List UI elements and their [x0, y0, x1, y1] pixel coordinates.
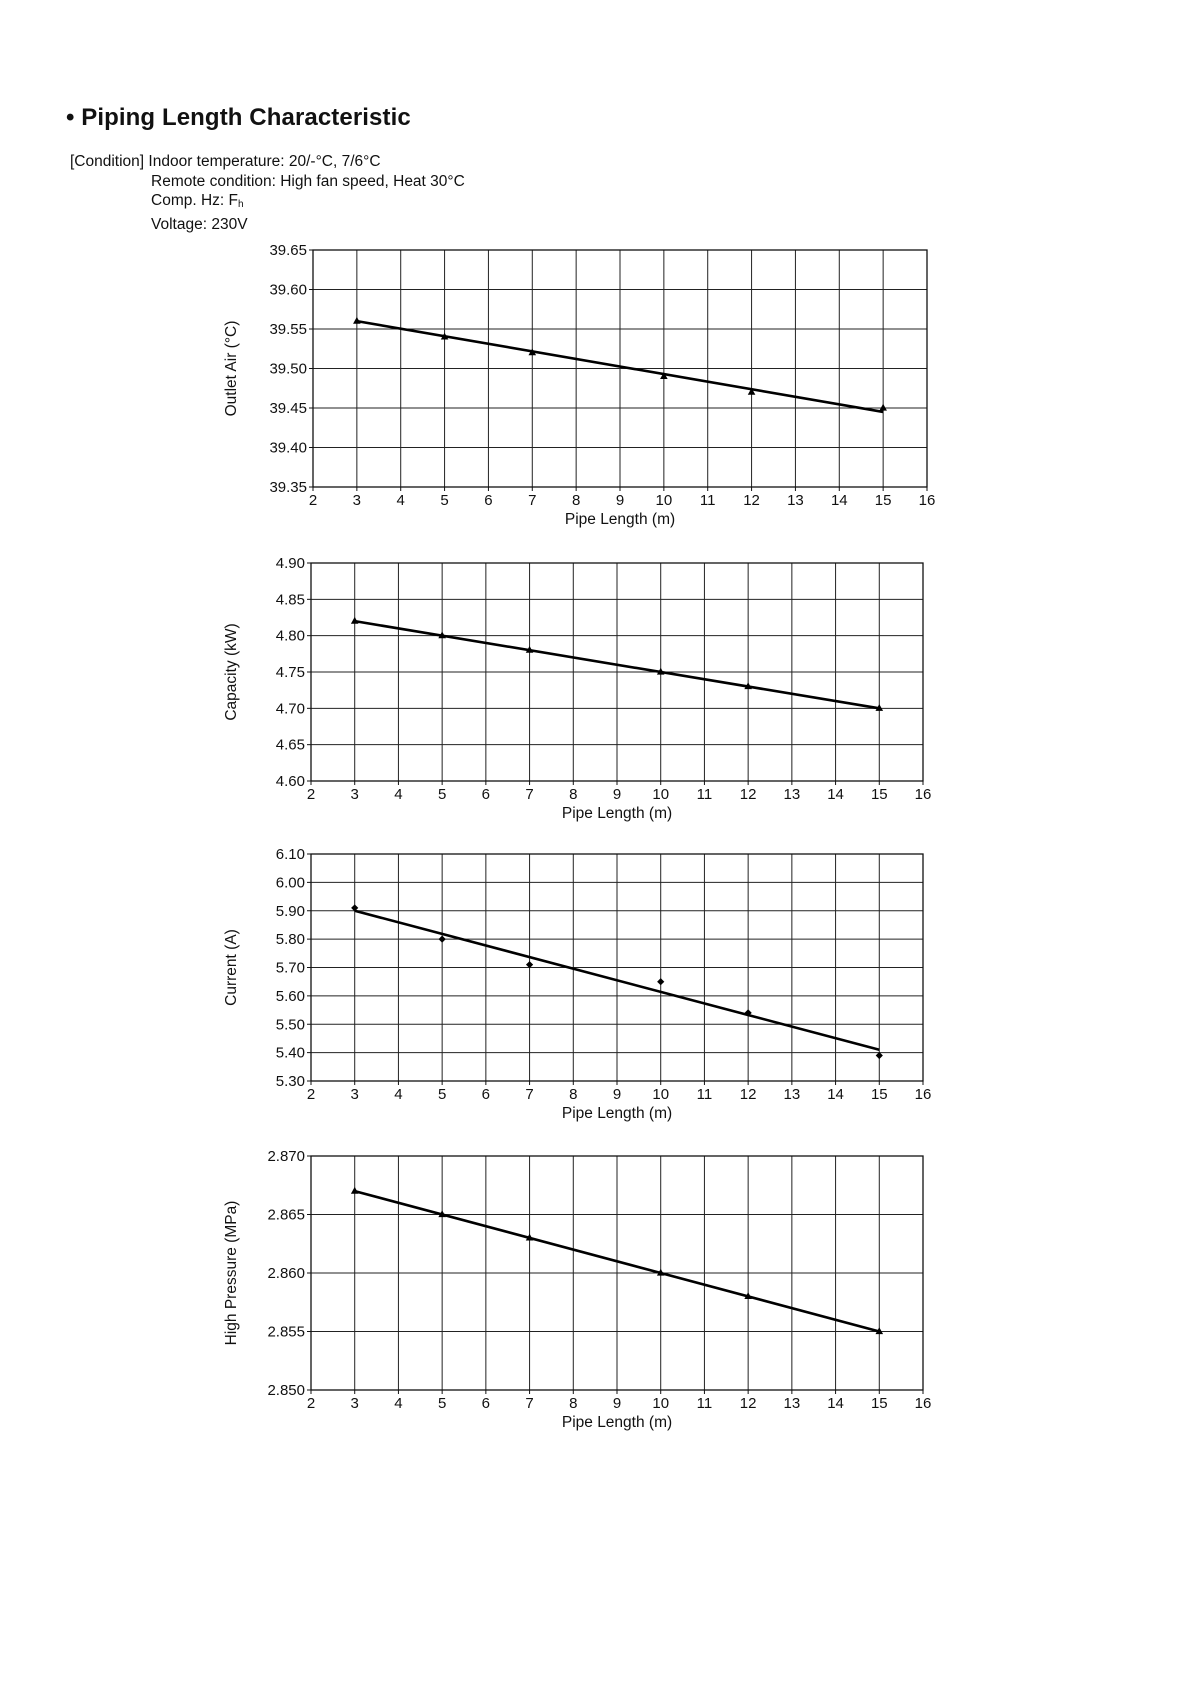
y-axis-label: Capacity (kW)	[223, 623, 240, 721]
x-tick-label: 9	[612, 786, 622, 803]
x-tick-label: 6	[484, 492, 493, 509]
x-tick-label: 11	[696, 786, 713, 803]
x-tick-label: 15	[870, 786, 888, 803]
x-tick-label: 11	[699, 492, 716, 509]
x-tick-label: 4	[394, 786, 403, 803]
y-axis-label: Current (A)	[223, 929, 240, 1006]
y-tick-label: 5.80	[275, 931, 305, 949]
y-tick-label: 4.90	[275, 555, 305, 572]
y-axis-label: Outlet Air (°C)	[223, 320, 240, 417]
x-tick-label: 9	[612, 1395, 622, 1412]
x-tick-label: 3	[350, 786, 359, 803]
x-tick-label: 12	[743, 492, 760, 509]
x-tick-label: 16	[914, 786, 932, 803]
x-tick-label: 16	[918, 492, 936, 509]
x-tick-label: 11	[696, 1395, 713, 1412]
x-tick-label: 3	[352, 492, 362, 509]
condition-label: [Condition]	[70, 153, 145, 170]
y-tick-label: 2.865	[267, 1206, 305, 1224]
x-tick-label: 12	[739, 1395, 757, 1412]
y-tick-label: 2.860	[267, 1265, 305, 1282]
y-tick-label: 5.70	[275, 959, 305, 977]
x-tick-label: 5	[437, 1086, 447, 1103]
x-tick-label: 14	[827, 1086, 844, 1103]
x-axis-label: Pipe Length (m)	[561, 1105, 673, 1122]
condition-comp-hz-sub: h	[237, 199, 244, 210]
x-tick-label: 2	[308, 492, 318, 509]
x-tick-label: 6	[481, 786, 491, 803]
x-tick-label: 8	[571, 492, 581, 509]
x-tick-label: 7	[528, 492, 537, 509]
x-tick-label: 7	[525, 786, 534, 803]
x-tick-label: 4	[394, 1395, 403, 1412]
x-axis-label: Pipe Length (m)	[561, 1414, 673, 1431]
x-tick-label: 13	[783, 786, 801, 803]
x-tick-label: 2	[306, 786, 316, 803]
y-tick-label: 6.10	[275, 846, 305, 863]
x-tick-label: 5	[437, 1395, 447, 1412]
x-tick-label: 8	[569, 786, 578, 803]
x-tick-label: 12	[739, 1086, 757, 1103]
x-axis-label: Pipe Length (m)	[564, 511, 676, 528]
x-tick-label: 11	[696, 1086, 713, 1103]
y-tick-label: 6.00	[275, 874, 305, 892]
y-tick-label: 5.60	[275, 987, 305, 1005]
x-tick-label: 13	[783, 1395, 801, 1412]
x-tick-label: 14	[827, 1395, 844, 1412]
x-tick-label: 2	[306, 1086, 316, 1103]
x-tick-label: 16	[914, 1395, 932, 1412]
y-tick-label: 39.35	[269, 479, 307, 496]
x-tick-label: 10	[652, 786, 670, 803]
y-tick-label: 39.45	[269, 400, 307, 417]
x-tick-label: 10	[652, 1086, 670, 1103]
x-tick-label: 5	[437, 786, 447, 803]
x-tick-label: 14	[827, 786, 844, 803]
condition-comp-hz-text: Comp. Hz: F	[151, 192, 238, 209]
x-tick-label: 7	[525, 1395, 534, 1412]
x-tick-label: 10	[655, 492, 673, 509]
y-tick-label: 4.60	[275, 773, 305, 790]
x-tick-label: 6	[481, 1395, 491, 1412]
y-tick-label: 5.40	[275, 1044, 305, 1062]
x-tick-label: 13	[783, 1086, 801, 1103]
x-axis-label: Pipe Length (m)	[561, 805, 673, 822]
y-tick-label: 39.50	[269, 360, 307, 378]
condition-indoor-temperature: Indoor temperature: 20/-°C, 7/6°C	[148, 153, 381, 170]
x-tick-label: 12	[739, 786, 757, 803]
x-tick-label: 14	[830, 492, 848, 509]
y-tick-label: 5.90	[275, 902, 305, 920]
x-tick-label: 15	[870, 1395, 888, 1412]
y-tick-label: 4.75	[275, 664, 305, 681]
y-tick-label: 39.40	[269, 439, 307, 457]
data-point	[351, 1187, 359, 1194]
y-tick-label: 4.80	[275, 627, 305, 645]
y-tick-label: 4.85	[275, 591, 305, 609]
y-axis-label: High Pressure (MPa)	[223, 1200, 240, 1346]
y-tick-label: 2.855	[267, 1323, 305, 1341]
y-tick-label: 2.870	[267, 1148, 305, 1165]
x-tick-label: 15	[870, 1086, 888, 1103]
x-tick-label: 16	[914, 1086, 932, 1103]
condition-remote: Remote condition: High fan speed, Heat 30°C	[151, 172, 465, 190]
condition-voltage: Voltage: 230V	[151, 215, 248, 233]
x-tick-label: 4	[396, 492, 405, 509]
y-tick-label: 39.65	[269, 242, 307, 259]
y-tick-label: 5.30	[275, 1073, 305, 1090]
x-tick-label: 7	[525, 1086, 534, 1103]
y-tick-label: 2.850	[267, 1382, 305, 1399]
y-tick-label: 39.55	[269, 321, 307, 338]
y-tick-label: 39.60	[269, 281, 307, 299]
x-tick-label: 3	[350, 1395, 359, 1412]
x-tick-label: 5	[440, 492, 449, 509]
x-tick-label: 15	[874, 492, 892, 509]
x-tick-label: 8	[569, 1395, 578, 1412]
x-tick-label: 8	[569, 1086, 578, 1103]
y-tick-label: 4.65	[275, 736, 305, 754]
y-tick-label: 5.50	[275, 1016, 305, 1034]
x-tick-label: 13	[787, 492, 804, 509]
page-title: • Piping Length Characteristic	[66, 104, 411, 131]
x-tick-label: 4	[394, 1086, 403, 1103]
y-tick-label: 4.70	[275, 700, 305, 718]
x-tick-label: 2	[306, 1395, 316, 1412]
x-tick-label: 10	[652, 1395, 670, 1412]
x-tick-label: 9	[615, 492, 625, 509]
x-tick-label: 3	[350, 1086, 359, 1103]
x-tick-label: 9	[612, 1086, 622, 1103]
x-tick-label: 6	[481, 1086, 491, 1103]
